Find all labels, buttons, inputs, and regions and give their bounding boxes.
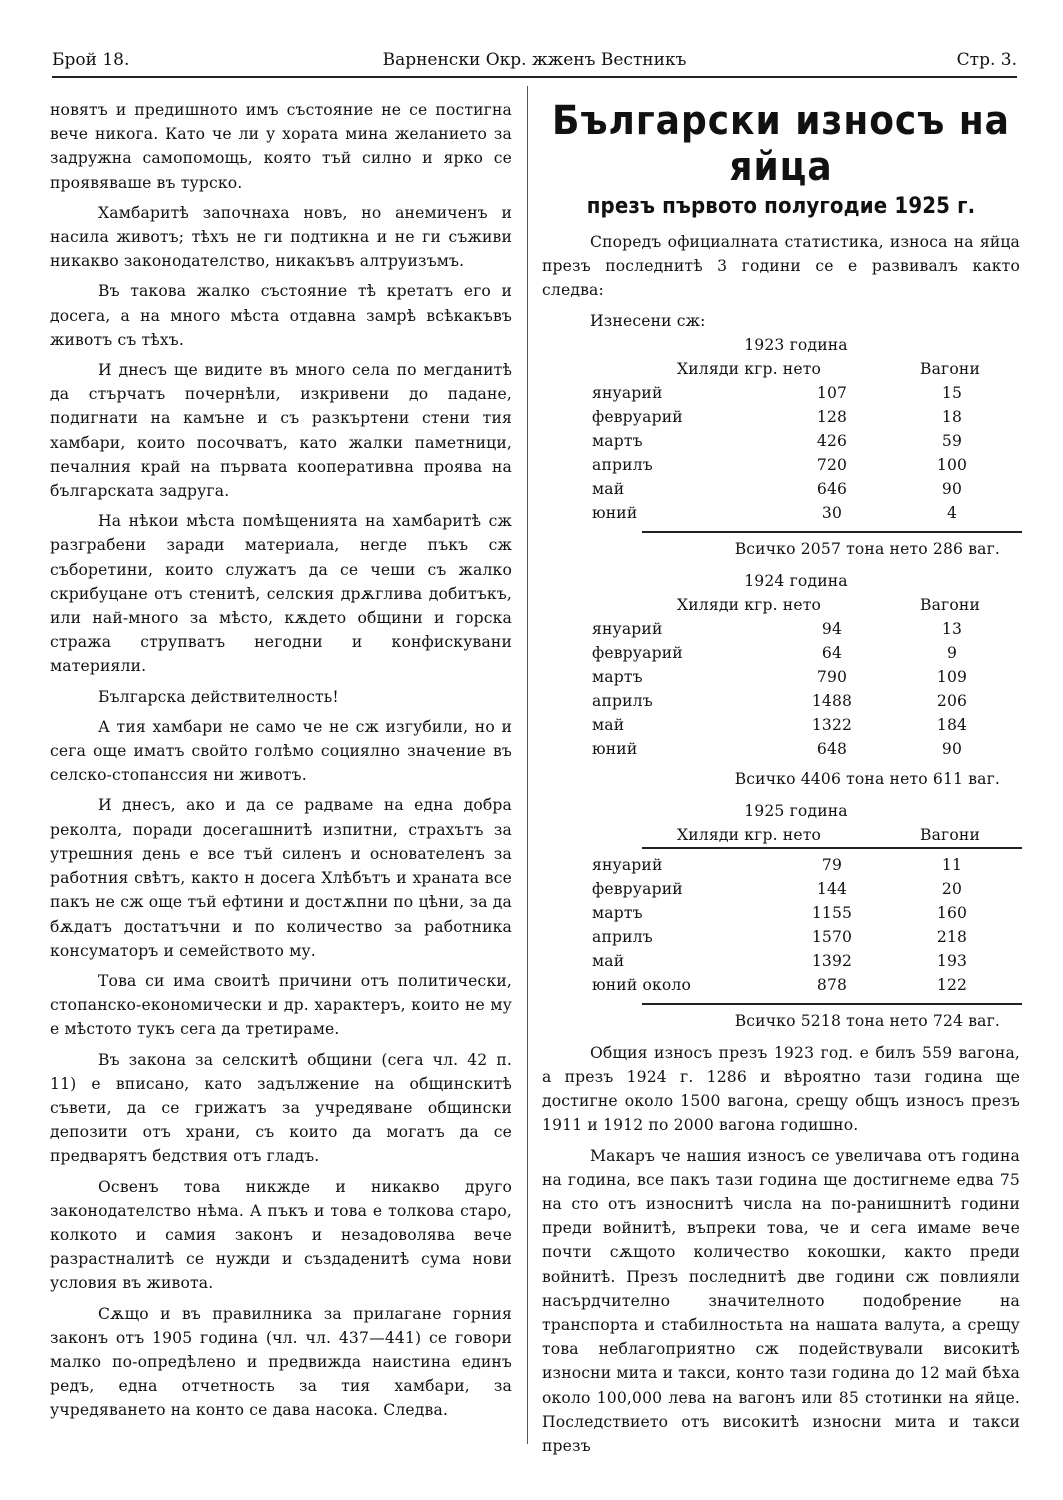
paragraph: И днесъ, ако и да се радваме на една добра реколта, поради досегашнитѣ изпитни, страхътъ за утрешния день е все тъй силенъ и основателенъ за работния свѣтъ, както н досега Хлѣбътъ и храната все пакъ не сж още тъй ефтини и достѫпни по цѣни, за да бѫдатъ достатъчни и по количество за работника консуматоръ и семейството му.	[50, 796, 512, 960]
column-header-wagons: Вагони	[920, 595, 981, 614]
article-title: Български износъ на яйца	[552, 98, 1010, 190]
kg-cell: 648	[816, 739, 848, 758]
kg-cell: 144	[816, 879, 848, 898]
kg-cell: 128	[816, 407, 848, 426]
kg-cell: 107	[816, 383, 848, 402]
wagons-cell: 18	[941, 407, 963, 426]
month-cell: януарий	[592, 855, 663, 874]
kg-cell: 720	[816, 455, 848, 474]
table-row	[542, 665, 1020, 689]
table-row	[542, 381, 1020, 405]
wagons-cell: 160	[936, 903, 968, 922]
paragraph: Хамбаритѣ започнаха новъ, но анемиченъ и насила животъ; тѣхъ не ги подтикна и не ги съживи никакво законодателство, никакъвъ алтруизъмъ.	[50, 203, 512, 271]
exported-label: Изнесени сж:	[590, 311, 706, 330]
table-row	[542, 877, 1020, 901]
table-row	[542, 689, 1020, 713]
table-header	[542, 593, 1020, 617]
export-table-1925	[542, 799, 1020, 1033]
month-cell: мартъ	[592, 431, 643, 450]
month-cell: януарий	[592, 619, 663, 638]
table-total: Всичко 2057 тона нето 286 ваг.	[734, 539, 1000, 558]
wagons-cell: 193	[936, 951, 968, 970]
month-cell: юний около	[592, 975, 692, 994]
table-row	[542, 453, 1020, 477]
kg-cell: 790	[816, 667, 848, 686]
month-cell: юний	[592, 503, 638, 522]
table-row	[542, 925, 1020, 949]
page-header	[52, 50, 1017, 78]
article-intro: Споредъ официалната статистика, износа на яйца презъ последнитѣ 3 години се е развивалъ както следва:	[542, 233, 1020, 300]
month-cell: априлъ	[592, 455, 653, 474]
total-rule	[642, 531, 1022, 533]
month-cell: априлъ	[592, 927, 653, 946]
table-row	[542, 853, 1020, 877]
column-header-kg: Хиляди кгр. нето	[677, 595, 822, 614]
table-row	[542, 973, 1020, 997]
kg-cell: 1570	[811, 927, 853, 946]
column-header-kg: Хиляди кгр. нето	[677, 825, 822, 844]
table-row	[542, 429, 1020, 453]
table-row	[542, 901, 1020, 925]
wagons-cell: 100	[936, 455, 968, 474]
paragraph: Българска действителность!	[98, 687, 339, 706]
wagons-cell: 90	[941, 479, 963, 498]
table-year: 1923 година	[744, 335, 848, 354]
table-header	[542, 823, 1020, 847]
wagons-cell: 20	[941, 879, 963, 898]
paragraph: Въ такова жалко състояние тѣ кретатъ его и досега, а на много мѣста отдавна замрѣ всѣкакъвъ животъ съ тѣхъ.	[50, 282, 512, 349]
table-row	[542, 949, 1020, 973]
paragraph: А тия хамбари не само че не сж изгубили, но и сега още иматъ свойто голѣмо социялно значение въ селско-стопанссия ни животъ.	[50, 717, 512, 785]
month-cell: май	[592, 715, 625, 734]
table-row	[542, 477, 1020, 501]
issue-number: Брой 18.	[52, 50, 130, 70]
kg-cell: 64	[821, 643, 843, 662]
paragraph: Сѫщо и въ правилника за прилагане горния законъ отъ 1905 година (чл. чл. 437—441) се говори малко по-опредѣлено и предвижда наистина единъ редъ, една отчетность за тия хамбари, за учредяването на конто се дава насока. Следва.	[50, 1304, 512, 1420]
wagons-cell: 9	[946, 643, 958, 662]
table-row	[542, 617, 1020, 641]
month-cell: май	[592, 951, 625, 970]
export-table-1924	[542, 569, 1020, 791]
table-row	[542, 713, 1020, 737]
left-column	[50, 98, 512, 1429]
month-cell: февруарий	[592, 407, 683, 426]
newspaper-name: Варненски Окр. жженъ Вестникъ	[382, 50, 687, 70]
kg-cell: 878	[816, 975, 848, 994]
kg-cell: 426	[816, 431, 848, 450]
wagons-cell: 122	[936, 975, 968, 994]
paragraph: И днесъ ще видите въ много села по мегданитѣ да стърчатъ почернѣли, изкривени до падане, подигнати на камъне и съ разкъртени стени тия хамбари, които посочватъ, като жалки паметници, печалния край на първата кооперативна проява на българската задруга.	[50, 361, 512, 501]
right-column	[542, 98, 1020, 1464]
table-year: 1924 година	[744, 571, 848, 590]
table-row	[542, 405, 1020, 429]
wagons-cell: 206	[936, 691, 968, 710]
month-cell: мартъ	[592, 903, 643, 922]
column-header-wagons: Вагони	[920, 825, 981, 844]
kg-cell: 30	[821, 503, 843, 522]
paragraph: новятъ и предишното имъ състояние не се постигна вече никога. Като че ли у хората мина желанието за задружна самопомощь, която тъй силно и ярко се проявяваше въ турско.	[50, 101, 512, 192]
table-row	[542, 501, 1020, 525]
kg-cell: 1322	[811, 715, 853, 734]
header-rule	[642, 847, 1022, 849]
month-cell: февруарий	[592, 643, 683, 662]
column-divider	[527, 86, 528, 1444]
table-header	[542, 357, 1020, 381]
wagons-cell: 15	[941, 383, 963, 402]
table-total: Всичко 5218 тона нето 724 ваг.	[734, 1011, 1000, 1030]
paragraph: Освенъ това никжде и никакво друго законодателство нѣма. А пъкъ и това е толкова старо, колкото и самия законъ и незадоволява вече разрастналитѣ се нужди и създаденитѣ сума нови условия въ живота.	[50, 1177, 512, 1293]
month-cell: мартъ	[592, 667, 643, 686]
month-cell: априлъ	[592, 691, 653, 710]
month-cell: май	[592, 479, 625, 498]
wagons-cell: 109	[936, 667, 968, 686]
table-row	[542, 641, 1020, 665]
wagons-cell: 59	[941, 431, 963, 450]
paragraph: Макаръ че нашия износъ се увеличава отъ година на година, все пакъ тази година ще достигнеме едва 75 на сто отъ износнитѣ числа на по-ранишнитѣ години преди войнитѣ, въпреки това, че и сега имаме вече почти сѫщото количество кокошки, както преди войнитѣ. Презъ последнитѣ две години сж повлияли насърдчително значителното подобрение на транспорта и стабилностьта на нашата валута, а срещу това неблагоприятно сж подействували високитѣ износни мита и такси, конто тази година до 12 май бѣха около 100,000 лева на вагонъ или 85 стотинки на яйце. Последствието отъ високитѣ износни мита и такси презъ	[542, 1146, 1020, 1456]
table-row	[542, 737, 1020, 761]
table-total: Всичко 4406 тона нето 611 ваг.	[734, 769, 1000, 788]
paragraph: На нѣкои мѣста помѣщенията на хамбаритѣ сж разграбени заради материала, негде пъкъ сж съборетини, които служатъ да се чеши съ жалко скрибуцане отъ стенитѣ, селския дрѫглива добитъкъ, или най-много за мѣсто, кѫдето общини и горска стража струпватъ негодни и конфискувани материяли.	[50, 512, 512, 676]
paragraph: Общия износъ презъ 1923 год. е билъ 559 вагона, а презъ 1924 г. 1286 и вѣроятно тази година ще достигне около 1500 вагона, срещу общъ износъ презъ 1911 и 1912 по 2000 вагона годишно.	[542, 1043, 1020, 1135]
wagons-cell: 11	[941, 855, 963, 874]
kg-cell: 646	[816, 479, 848, 498]
table-year: 1925 година	[744, 801, 848, 820]
month-cell: януарий	[592, 383, 663, 402]
wagons-cell: 184	[936, 715, 968, 734]
kg-cell: 94	[821, 619, 843, 638]
column-header-kg: Хиляди кгр. нето	[677, 359, 822, 378]
wagons-cell: 90	[941, 739, 963, 758]
kg-cell: 1155	[811, 903, 853, 922]
article-subtitle: презъ първото полугодие 1925 г.	[586, 194, 976, 219]
column-header-wagons: Вагони	[920, 359, 981, 378]
export-table-1923	[542, 333, 1020, 561]
paragraph: Това си има своитѣ причини отъ политически, стопанско-економически и др. характеръ, които не му е мѣстото тукъ сега да третираме.	[50, 971, 512, 1039]
month-cell: февруарий	[592, 879, 683, 898]
wagons-cell: 218	[936, 927, 968, 946]
kg-cell: 1488	[811, 691, 853, 710]
wagons-cell: 13	[941, 619, 963, 638]
kg-cell: 79	[821, 855, 843, 874]
month-cell: юний	[592, 739, 638, 758]
page-number: Стр. 3.	[956, 50, 1017, 70]
wagons-cell: 4	[946, 503, 958, 522]
total-rule	[642, 1003, 1022, 1005]
paragraph: Въ закона за селскитѣ общини (сега чл. 42 п. 11) е вписано, като задължение на общинскитѣ съвети, да се грижатъ за учредяване общински депозити отъ храни, съ които да могатъ да се предварятъ бедствия отъ гладъ.	[50, 1050, 512, 1166]
kg-cell: 1392	[811, 951, 853, 970]
